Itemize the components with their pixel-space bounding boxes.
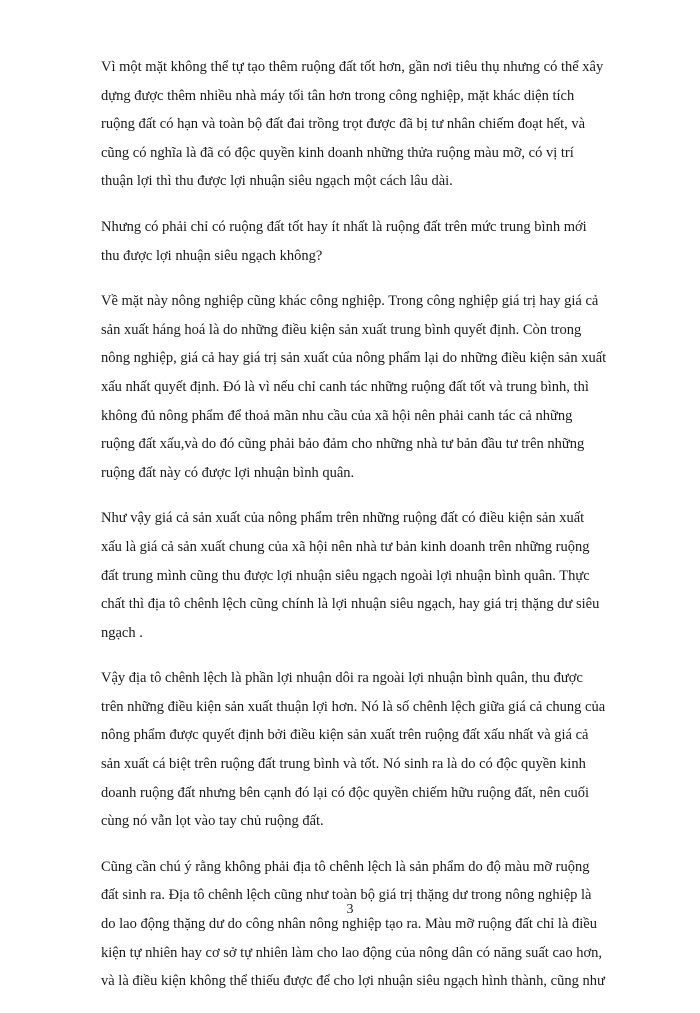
text-line: Cũng cần chú ý rằng không phải địa tô chênh lệch là sản phẩm do độ màu mỡ ruộng (101, 858, 590, 875)
text-line: sản xuất háng hoá là do những điều kiện sản xuất trung bình quyết định. Còn trong (101, 321, 582, 338)
text-line: ruộng đất có hạn và toàn bộ đất đai trồng trọt được đã bị tư nhân chiếm đoạt hết, và (101, 116, 586, 133)
text-line: kiện tự nhiên hay cơ sở tự nhiên làm cho lao động của nông dân có năng suất cao hơn, (101, 944, 602, 961)
text-line: Như vậy giá cả sản xuất của nông phẩm trên những ruộng đất có điều kiện sản xuất (101, 510, 585, 527)
paragraph-1 (101, 53, 641, 196)
text-line: trên những điều kiện sản xuất thuận lợi hơn. Nó là số chênh lệch giữa giá cả chung của (101, 698, 606, 715)
text-line: Nhưng có phải chỉ có ruộng đất tốt hay ít nhất là ruộng đất trên mức trung bình mới (101, 218, 587, 235)
text-line: thuận lợi thì thu được lợi nhuận siêu ngạch một cách lâu dài. (101, 173, 453, 190)
text-line: đất trung mình cũng thu được lợi nhuận siêu ngạch ngoài lợi nhuận bình quân. Thực (101, 567, 590, 584)
text-line: cùng nó vẫn lọt vào tay chủ ruộng đất. (101, 813, 324, 830)
text-line: xấu nhất quyết định. Đó là vì nếu chỉ canh tác những ruộng đất tốt và trung bình, thì (101, 378, 589, 395)
text-line: do lao động thặng dư do công nhân nông nghiệp tạo ra. Màu mỡ ruộng đất chỉ là điều (101, 916, 597, 933)
text-line: Vì một mặt không thể tự tạo thêm ruộng đất tốt hơn, gần nơi tiêu thụ nhưng có thể xây (101, 59, 604, 75)
text-line: Về mặt này nông nghiệp cũng khác công nghiệp. Trong công nghiệp giá trị hay giá cả (101, 293, 599, 310)
text-line: và là điều kiện không thể thiếu được để cho lợi nhuận siêu ngạch hình thành, cũng như (101, 973, 605, 990)
text-line: ruộng đất này có được lợi nhuận bình quân. (101, 464, 355, 481)
paragraph-3 (101, 287, 641, 487)
text-line: ngạch . (101, 624, 143, 641)
text-line: thu được lợi nhuận siêu ngạch không? (101, 247, 323, 264)
text-line: doanh ruộng đất nhưng bên cạnh đó lại có độc quyền chiếm hữu ruộng đất, nên cuối (101, 784, 590, 801)
text-line: Vậy địa tô chênh lệch là phần lợi nhuận dôi ra ngoài lợi nhuận bình quân, thu được (101, 670, 583, 687)
text-line: dựng được thêm nhiều nhà máy tối tân hơn trong công nghiệp, mặt khác diện tích (101, 87, 575, 104)
text-line: không đủ nông phẩm để thoả mãn nhu cầu của xã hội nên phải canh tác cả những (101, 407, 573, 424)
paragraph-2 (101, 213, 641, 270)
text-line: xấu là giá cả sản xuất chung của xã hội nên nhà tư bản kinh doanh trên những ruộng (101, 538, 590, 555)
text-line: nông nghiệp, giá cả hay giá trị sản xuất của nông phẩm lại do những điều kiện sản xuất (101, 350, 607, 367)
text-line: đất sinh ra. Địa tô chênh lệch cũng như toàn bộ giá trị thặng dư trong nông nghiệp là (101, 887, 592, 904)
text-line: sản xuất cá biệt trên ruộng đất trung bình và tốt. Nó sinh ra là do có độc quyền kinh (101, 756, 586, 773)
paragraph-4 (101, 504, 641, 647)
text-line: ruộng đất xấu,và do đó cũng phải bảo đảm cho những nhà tư bản đầu tư trên những (101, 436, 585, 453)
text-line: cũng có nghĩa là đã có độc quyền kinh doanh những thửa ruộng màu mỡ, có vị trí (101, 144, 574, 161)
text-line: nông phẩm được quyết định bởi điều kiện sản xuất trên ruộng đất xấu nhất và giá cả (101, 727, 589, 744)
text-line: chất thì địa tô chênh lệch cũng chính là lợi nhuận siêu ngạch, hay giá trị thặng dư siêu (101, 596, 600, 613)
page-number: 3 (346, 902, 354, 917)
paragraph-6 (101, 853, 641, 996)
paragraph-5 (101, 664, 641, 836)
body-text (101, 53, 641, 1013)
